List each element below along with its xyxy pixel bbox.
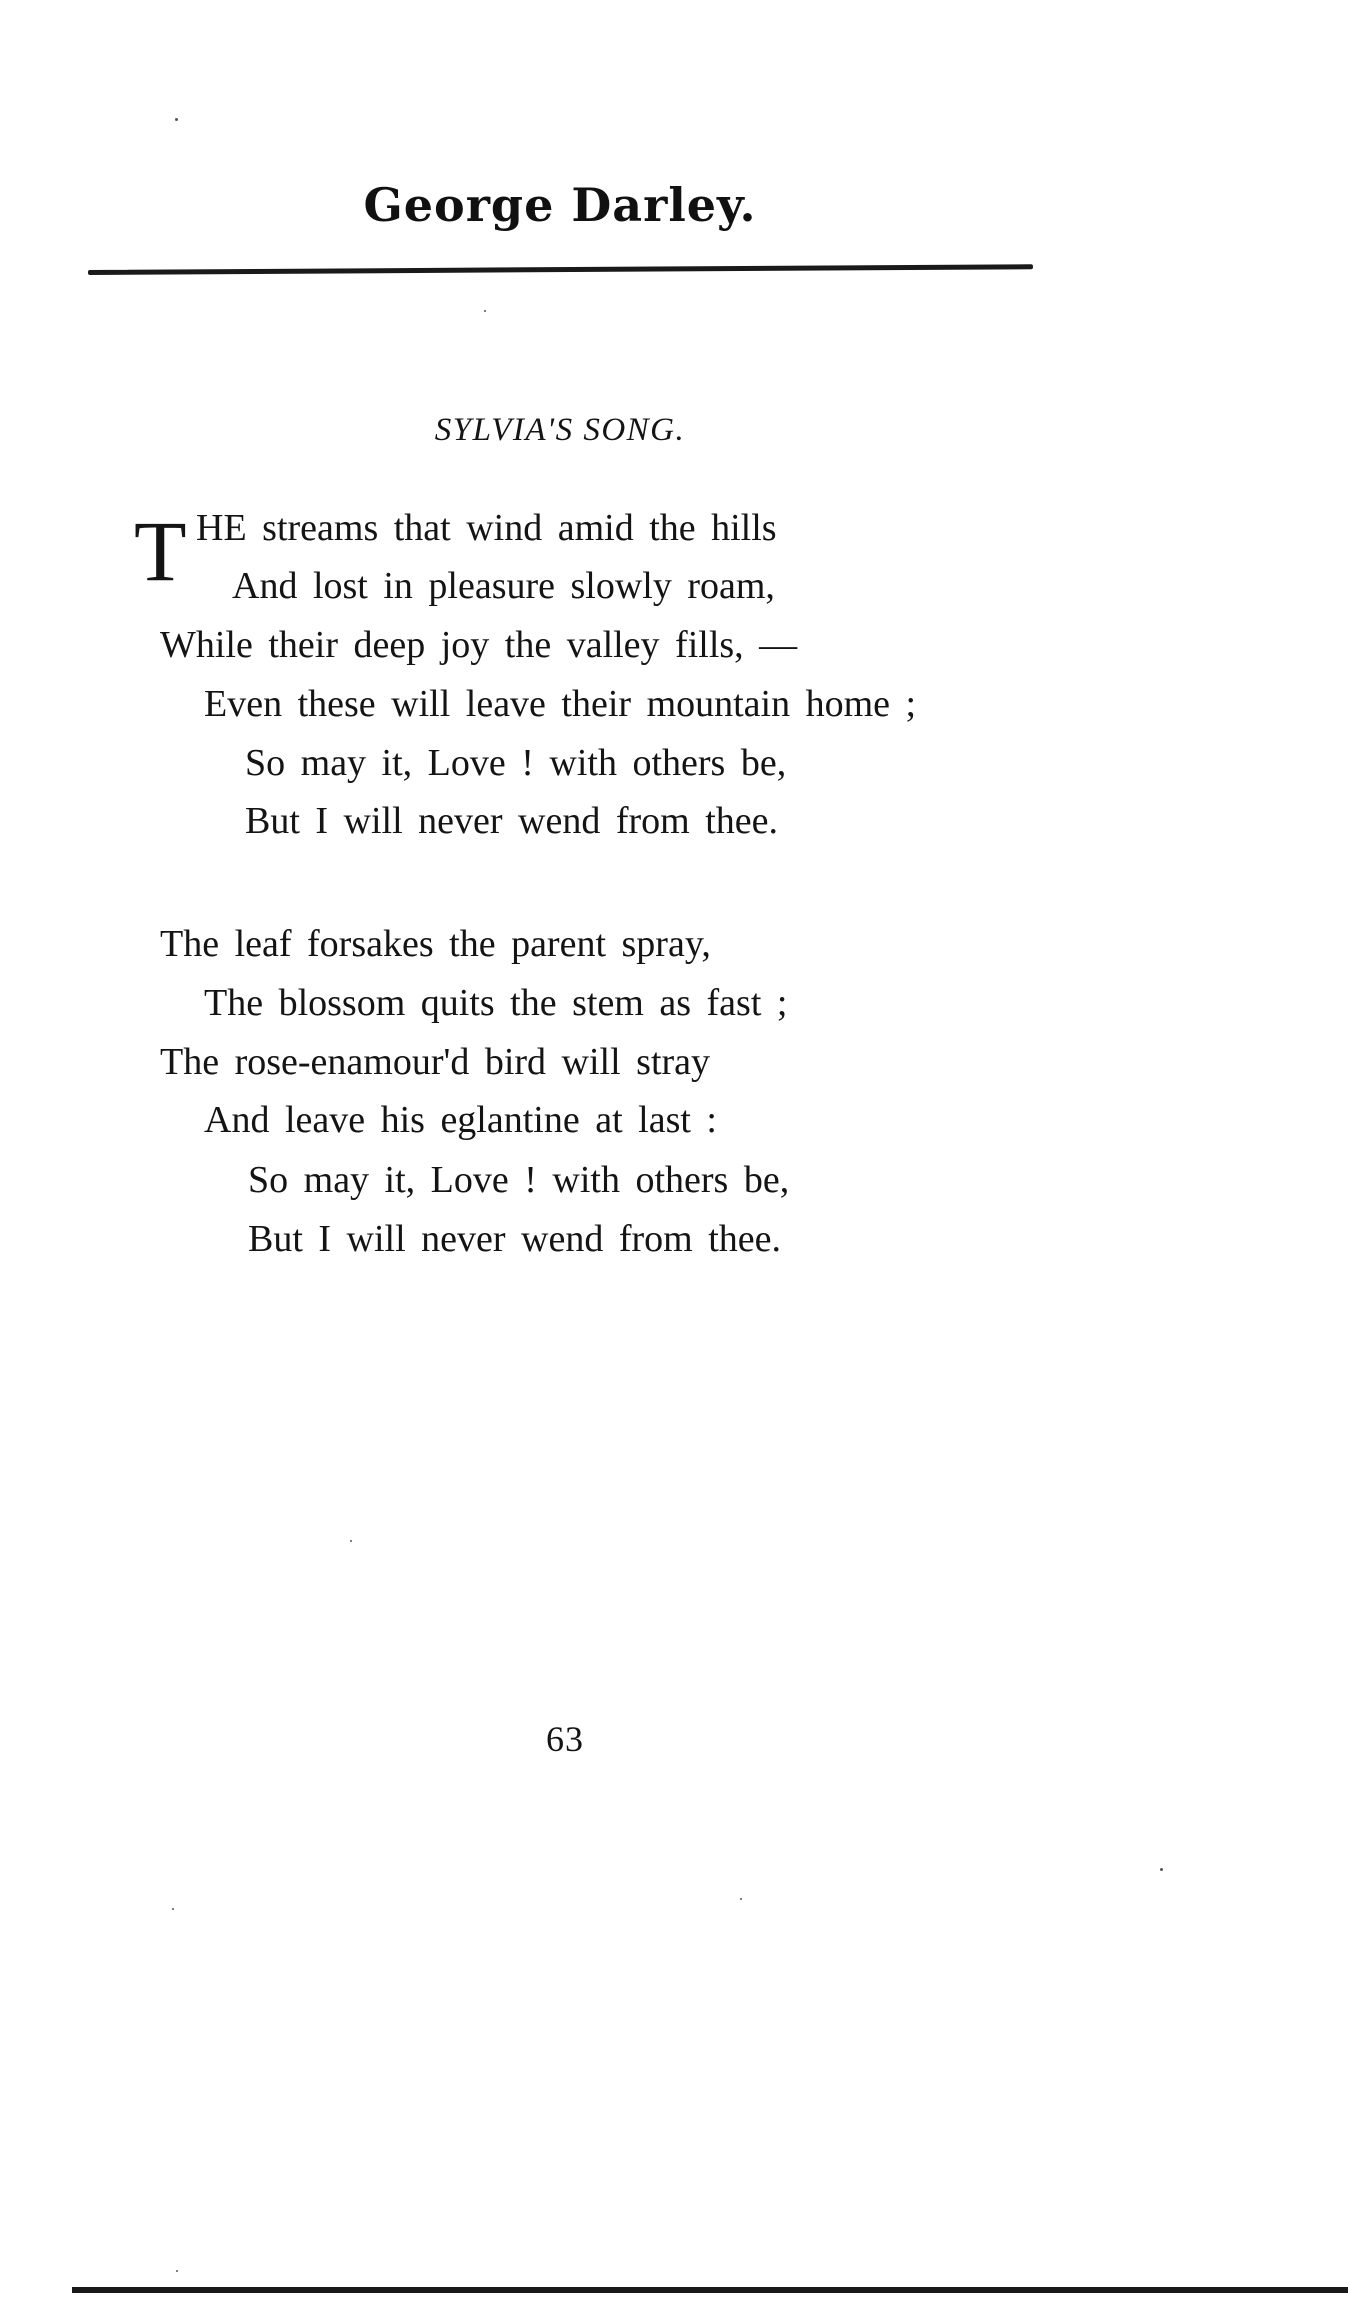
scan-speck: [484, 310, 486, 312]
stanza-1-line-2: And lost in pleasure slowly roam,: [232, 565, 775, 607]
stanza-2-line-1: The leaf forsakes the parent spray,: [160, 923, 711, 965]
header-rule: [88, 264, 1033, 275]
stanza-2-line-3: The rose-enamour'd bird will stray: [160, 1041, 711, 1083]
stanza-1-line-4: Even these will leave their mountain home ;: [204, 683, 917, 725]
stanza-2-line-4: And leave his eglantine at last :: [204, 1099, 717, 1141]
stanza-1-line-1: HE streams that wind amid the hills: [196, 507, 777, 549]
scan-speck: [172, 1908, 174, 1910]
bottom-edge-rule: [72, 2287, 1348, 2293]
poem-title: SYLVIA'S SONG.: [434, 412, 686, 448]
running-head: George Darley.: [363, 178, 757, 232]
stanza-1-line-6: But I will never wend from thee.: [245, 800, 779, 842]
scan-speck: [350, 1540, 352, 1542]
scan-speck: [176, 2270, 178, 2272]
stanza-2-line-5: So may it, Love ! with others be,: [248, 1159, 790, 1201]
drop-cap: T: [134, 503, 187, 599]
stanza-2-line-6: But I will never wend from thee.: [248, 1218, 782, 1260]
stanza-1-line-3: While their deep joy the valley fills, —: [160, 624, 798, 666]
scan-speck: [740, 1898, 742, 1900]
scan-speck: [175, 118, 178, 121]
stanza-1-line-5: So may it, Love ! with others be,: [245, 742, 787, 784]
page-number: 63: [546, 1719, 584, 1759]
scan-speck: [1160, 1868, 1163, 1871]
stanza-2-line-2: The blossom quits the stem as fast ;: [204, 982, 788, 1024]
